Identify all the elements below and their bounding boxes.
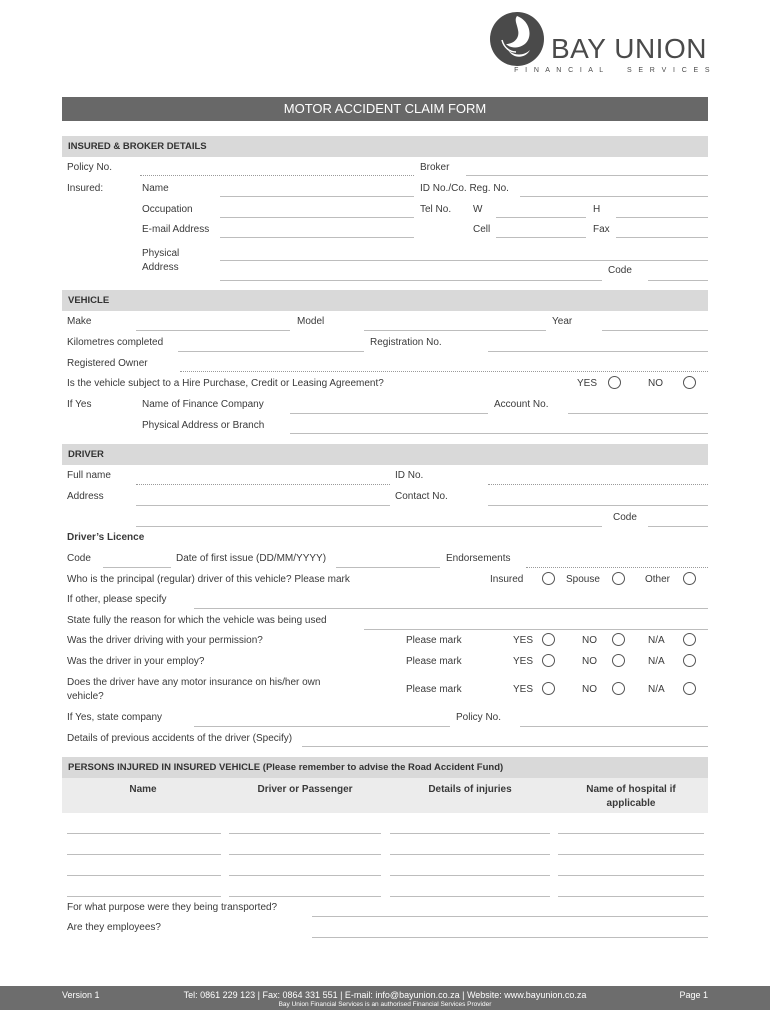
permission-na-label: N/A [648, 635, 665, 646]
name-label: Name [142, 183, 169, 194]
section-driver [62, 444, 708, 465]
policy-no-field[interactable] [140, 175, 414, 176]
permission-please-mark: Please mark [406, 635, 462, 646]
if-yes-label: If Yes [67, 399, 92, 410]
prev-accidents-label: Details of previous accidents of the driver (Specify) [67, 733, 293, 744]
section-insured-broker [62, 136, 708, 157]
reg-owner-field[interactable] [180, 371, 708, 372]
person-1-driver-field[interactable] [229, 833, 381, 834]
person-4-driver-field[interactable] [229, 896, 381, 897]
address-label: Address [142, 262, 179, 273]
employees-field[interactable] [312, 937, 708, 938]
footer-legal: Bay Union Financial Services is an authorised Financial Services Provider [278, 1001, 492, 1008]
if-other-field[interactable] [194, 608, 708, 609]
driver-address-field-2[interactable] [136, 526, 602, 527]
prev-accidents-field[interactable] [302, 746, 708, 747]
cell-label: Cell [473, 224, 491, 235]
person-1-hospital-field[interactable] [558, 833, 704, 834]
employees-question: Are they employees? [67, 922, 161, 933]
person-4-injuries-field[interactable] [390, 896, 550, 897]
opt-other-label: Other [645, 574, 671, 585]
insurance-na-radio[interactable] [683, 682, 696, 695]
insured-label: Insured: [67, 183, 104, 194]
cell-field[interactable] [496, 237, 586, 238]
opt-insured-radio[interactable] [542, 572, 555, 585]
insurance-no-radio[interactable] [612, 682, 625, 695]
state-company-field[interactable] [194, 726, 450, 727]
tel-w-field[interactable] [496, 217, 586, 218]
hire-question: Is the vehicle subject to a Hire Purchase, Credit or Leasing Agreement? [67, 378, 384, 389]
person-3-injuries-field[interactable] [390, 875, 550, 876]
account-no-label: Account No. [494, 399, 549, 410]
endorsements-label: Endorsements [446, 553, 511, 564]
driver-id-label: ID No. [395, 470, 424, 481]
person-2-hospital-field[interactable] [558, 854, 704, 855]
model-label: Model [297, 316, 325, 327]
id-no-label: ID No./Co. Reg. No. [420, 183, 509, 194]
col-name-header: Name [129, 784, 157, 795]
make-label: Make [67, 316, 92, 327]
name-field[interactable] [220, 196, 414, 197]
section-heading: PERSONS INJURED IN INSURED VEHICLE (Please remember to advise the Road Accident Fund) [68, 762, 504, 773]
km-label: Kilometres completed [67, 337, 164, 348]
reason-field[interactable] [364, 629, 708, 630]
insurance-na-label: N/A [648, 684, 665, 695]
driver-id-field[interactable] [488, 484, 708, 485]
hire-no-label: NO [648, 378, 663, 389]
first-issue-field[interactable] [336, 567, 440, 568]
full-name-field[interactable] [136, 484, 390, 485]
col-hospital-header-2: applicable [606, 798, 656, 809]
permission-yes-label: YES [513, 635, 534, 646]
hire-yes-label: YES [577, 378, 598, 389]
logo-emblem-icon [488, 10, 546, 68]
reg-no-field[interactable] [488, 351, 708, 352]
phys-branch-field[interactable] [290, 433, 708, 434]
physical-label: Physical [142, 248, 180, 259]
person-4-name-field[interactable] [67, 896, 221, 897]
occupation-field[interactable] [220, 217, 414, 218]
tel-no-label: Tel No. [420, 204, 452, 215]
year-label: Year [552, 316, 573, 327]
permission-no-label: NO [582, 635, 597, 646]
insurance-yes-radio[interactable] [542, 682, 555, 695]
email-field[interactable] [220, 237, 414, 238]
footer-contact: Tel: 0861 229 123 | Fax: 0864 331 551 | E-mail: info@bayunion.co.za | Website: www.bayunion.co.za [183, 990, 587, 1000]
state-company-label: If Yes, state company [67, 712, 163, 723]
col-hospital-header-1: Name of hospital if [586, 784, 676, 795]
purpose-field[interactable] [312, 916, 708, 917]
person-1-injuries-field[interactable] [390, 833, 550, 834]
model-field[interactable] [364, 330, 546, 331]
opt-insured-label: Insured [490, 574, 524, 585]
opt-other-radio[interactable] [683, 572, 696, 585]
form-title: MOTOR ACCIDENT CLAIM FORM [283, 101, 487, 116]
full-name-label: Full name [67, 470, 111, 481]
brand-tagline: F I N A N C I A L S E R V I C E S [514, 67, 712, 74]
driver-code-label: Code [613, 512, 637, 523]
logo [488, 10, 712, 80]
make-field[interactable] [136, 330, 290, 331]
person-2-driver-field[interactable] [229, 854, 381, 855]
physical-address-field-1[interactable] [220, 260, 708, 261]
if-other-label: If other, please specify [67, 594, 167, 605]
person-3-driver-field[interactable] [229, 875, 381, 876]
licence-code-label: Code [67, 553, 91, 564]
first-issue-label: Date of first issue (DD/MM/YYYY) [176, 553, 327, 564]
permission-no-radio[interactable] [612, 633, 625, 646]
year-field[interactable] [602, 330, 708, 331]
finance-co-label: Name of Finance Company [142, 399, 264, 410]
opt-spouse-radio[interactable] [612, 572, 625, 585]
permission-question: Was the driver driving with your permission? [67, 635, 263, 646]
employ-na-label: N/A [648, 656, 665, 667]
endorsements-field[interactable] [526, 567, 708, 568]
finance-co-field[interactable] [290, 413, 488, 414]
reg-owner-label: Registered Owner [67, 358, 148, 369]
reg-no-label: Registration No. [370, 337, 442, 348]
insurance-question-1: Does the driver have any motor insurance on his/her own [67, 677, 321, 688]
form-title-bar [62, 97, 708, 121]
employ-no-label: NO [582, 656, 597, 667]
purpose-question: For what purpose were they being transported? [67, 902, 278, 913]
footer-version: Version 1 [62, 990, 100, 1000]
insurance-please-mark: Please mark [406, 684, 462, 695]
driver-policy-no-label: Policy No. [456, 712, 502, 723]
insurance-no-label: NO [582, 684, 597, 695]
person-1-name-field[interactable] [67, 833, 221, 834]
driver-code-field[interactable] [648, 526, 708, 527]
contact-no-label: Contact No. [395, 491, 448, 502]
opt-spouse-label: Spouse [566, 574, 600, 585]
policy-no-label: Policy No. [67, 162, 113, 173]
hire-no-radio[interactable] [683, 376, 696, 389]
permission-na-radio[interactable] [683, 633, 696, 646]
insurance-question-2: vehicle? [67, 691, 104, 702]
employ-please-mark: Please mark [406, 656, 462, 667]
employ-yes-label: YES [513, 656, 534, 667]
person-3-name-field[interactable] [67, 875, 221, 876]
driver-policy-no-field[interactable] [520, 726, 708, 727]
section-heading: VEHICLE [68, 295, 110, 306]
tel-h-label: H [593, 204, 601, 215]
col-driver-header: Driver or Passenger [257, 784, 353, 795]
tel-h-field[interactable] [616, 217, 708, 218]
permission-yes-radio[interactable] [542, 633, 555, 646]
employ-yes-radio[interactable] [542, 654, 555, 667]
phys-branch-label: Physical Address or Branch [142, 420, 265, 431]
section-heading: INSURED & BROKER DETAILS [68, 141, 207, 152]
id-no-field[interactable] [520, 196, 708, 197]
person-2-injuries-field[interactable] [390, 854, 550, 855]
person-4-hospital-field[interactable] [558, 896, 704, 897]
driver-address-field[interactable] [136, 505, 390, 506]
col-injuries-header: Details of injuries [428, 784, 512, 795]
footer-bar [0, 986, 770, 1010]
insurance-yes-label: YES [513, 684, 534, 695]
tel-w-label: W [473, 204, 483, 215]
fax-label: Fax [593, 224, 610, 235]
driver-address-label: Address [67, 491, 104, 502]
section-heading: DRIVER [68, 449, 104, 460]
account-no-field[interactable] [568, 413, 708, 414]
employ-question: Was the driver in your employ? [67, 656, 205, 667]
km-field[interactable] [178, 351, 364, 352]
occupation-label: Occupation [142, 204, 193, 215]
person-2-name-field[interactable] [67, 854, 221, 855]
broker-label: Broker [420, 162, 450, 173]
email-label: E-mail Address [142, 224, 210, 235]
hire-yes-radio[interactable] [608, 376, 621, 389]
contact-no-field[interactable] [488, 505, 708, 506]
employ-na-radio[interactable] [683, 654, 696, 667]
person-3-hospital-field[interactable] [558, 875, 704, 876]
footer-page: Page 1 [679, 990, 708, 1000]
code-label: Code [608, 265, 632, 276]
section-vehicle [62, 290, 708, 311]
code-field[interactable] [648, 280, 708, 281]
brand-name: BAY UNION [551, 33, 707, 64]
fax-field[interactable] [616, 237, 708, 238]
section-persons-injured [62, 757, 708, 778]
licence-code-field[interactable] [103, 567, 171, 568]
employ-no-radio[interactable] [612, 654, 625, 667]
principal-question: Who is the principal (regular) driver of this vehicle? Please mark [67, 574, 350, 585]
licence-heading: Driver’s Licence [67, 532, 145, 543]
physical-address-field-2[interactable] [220, 280, 602, 281]
broker-field[interactable] [466, 175, 708, 176]
reason-label: State fully the reason for which the vehicle was being used [67, 615, 327, 626]
